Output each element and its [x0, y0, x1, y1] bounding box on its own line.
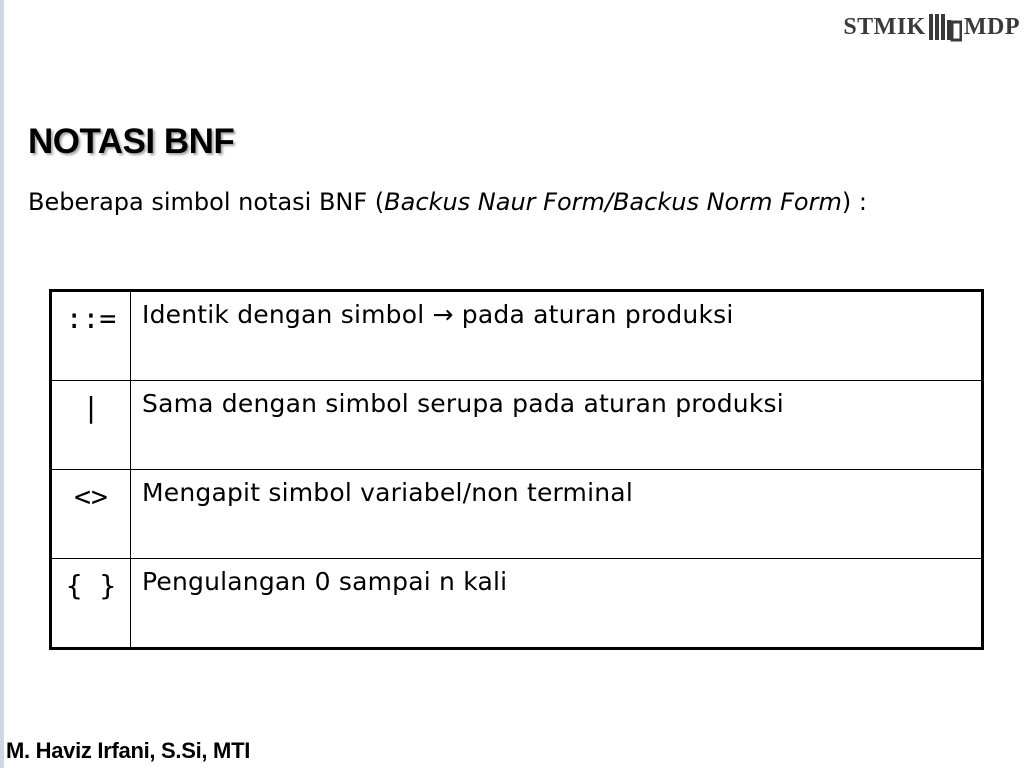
slide-title: NOTASI BNF [28, 122, 235, 161]
logo-text-right: MDP [963, 13, 1020, 40]
intro-suffix: ) : [841, 188, 867, 216]
bnf-symbol-table [49, 289, 984, 650]
table-row [51, 470, 983, 559]
intro-prefix: Beberapa simbol notasi BNF ( [28, 188, 385, 216]
logo-text-left: STMIK [843, 13, 926, 40]
institution-logo [843, 12, 1020, 42]
intro-italic-term: Backus Naur Form/Backus Norm Form [384, 188, 842, 216]
bnf-symbol-cell: <> [51, 470, 131, 559]
bnf-symbol-cell: { } [51, 559, 131, 649]
bnf-description-cell: Pengulangan 0 sampai n kali [131, 559, 983, 649]
bnf-symbol-cell: | [51, 381, 131, 470]
intro-paragraph [28, 184, 908, 220]
logo-books-icon [928, 12, 962, 42]
table-row [51, 559, 983, 649]
table-row [51, 291, 983, 381]
table-row [51, 381, 983, 470]
bnf-description-cell: Identik dengan simbol → pada aturan produksi [131, 291, 983, 381]
slide-left-border [0, 0, 4, 768]
bnf-description-cell: Sama dengan simbol serupa pada aturan produksi [131, 381, 983, 470]
footer-author: M. Haviz Irfani, S.Si, MTI [6, 738, 251, 763]
bnf-symbol-cell: ::= [51, 291, 131, 381]
bnf-description-cell: Mengapit simbol variabel/non terminal [131, 470, 983, 559]
